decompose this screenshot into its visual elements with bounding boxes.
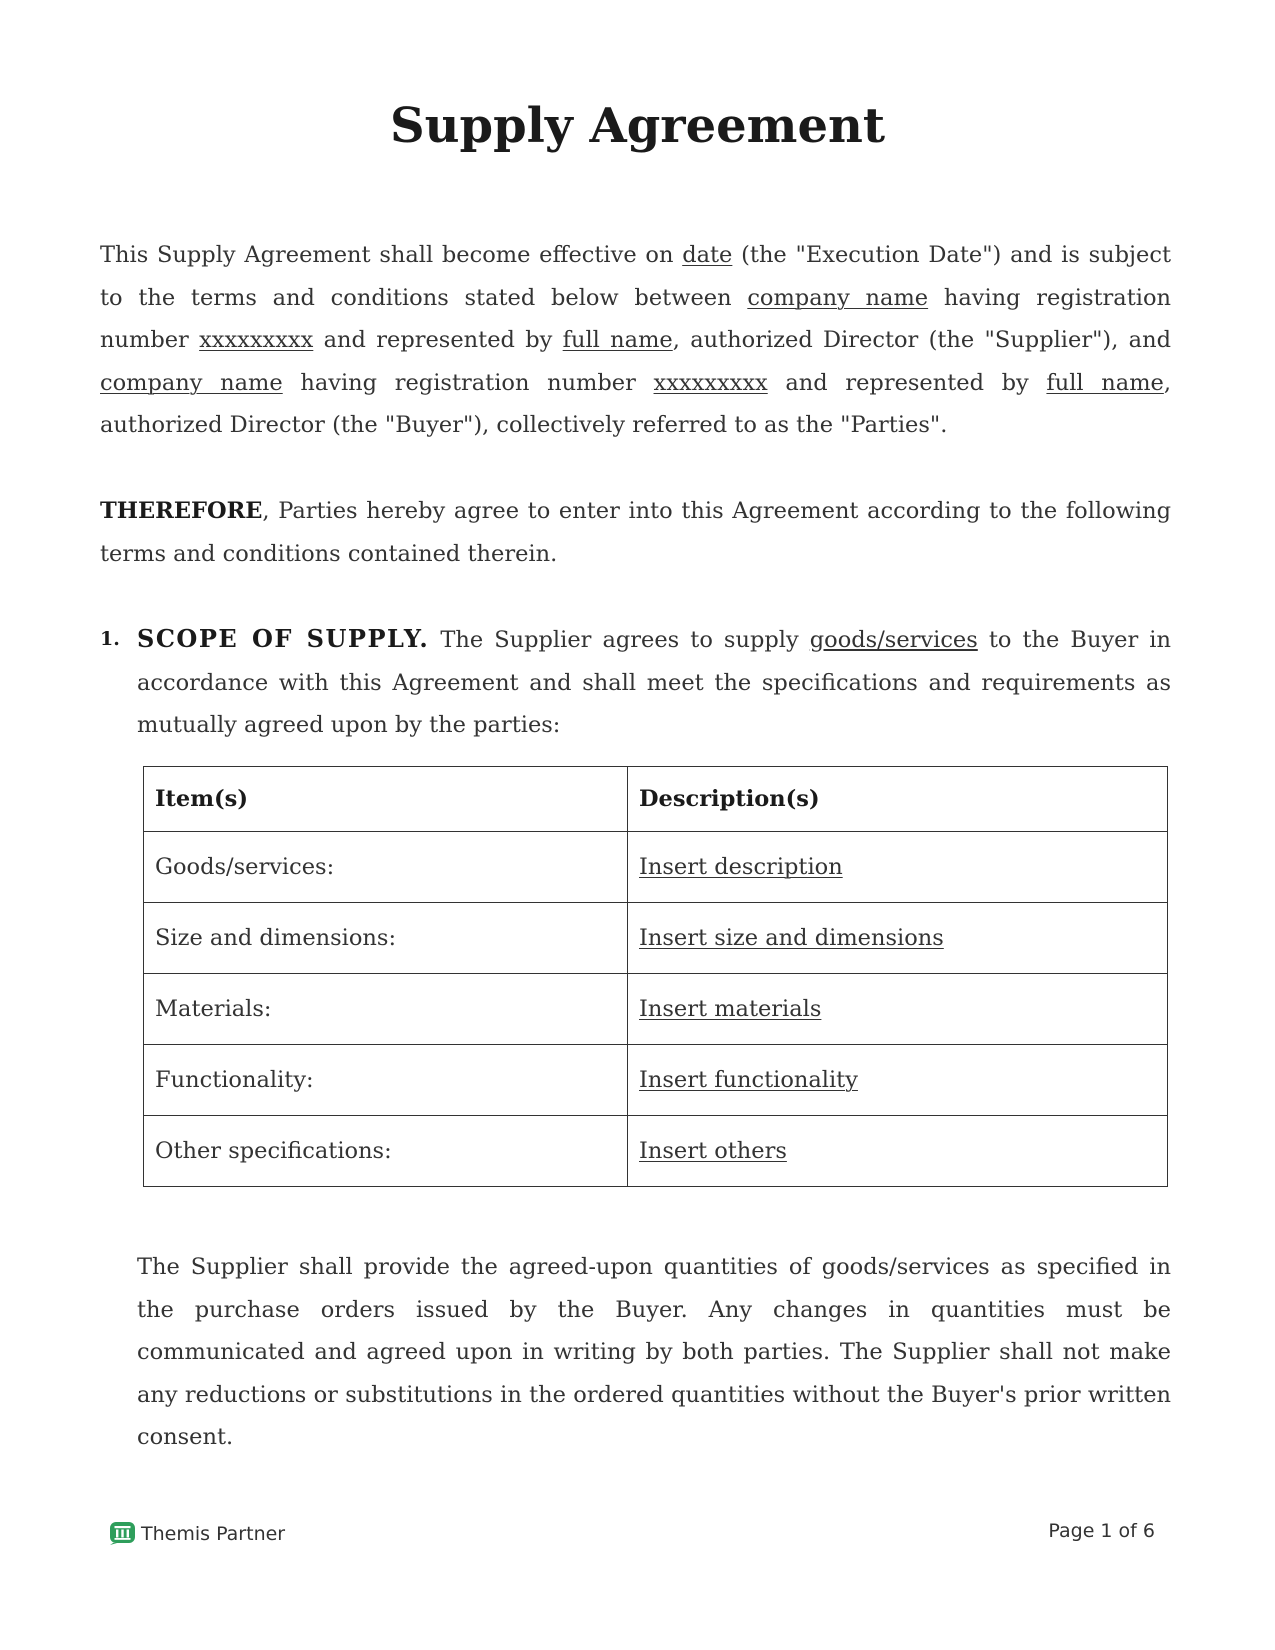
item-cell: Goods/services: bbox=[144, 832, 628, 903]
description-placeholder: Insert materials bbox=[639, 996, 822, 1022]
description-placeholder: Insert functionality bbox=[639, 1067, 858, 1093]
themis-logo-icon bbox=[110, 1522, 135, 1545]
table-row bbox=[144, 974, 1168, 1045]
description-placeholder: Insert description bbox=[639, 854, 843, 880]
therefore-keyword: THEREFORE bbox=[100, 498, 263, 524]
intro-text: This Supply Agreement shall become effective on bbox=[100, 242, 683, 268]
intro-text: , authorized Director (the "Buyer"), collectively referred to as the "Parties". bbox=[100, 369, 1171, 438]
goods-placeholder: goods/services bbox=[809, 627, 978, 653]
date-placeholder: date bbox=[682, 242, 733, 268]
description-cell bbox=[628, 903, 1168, 974]
table-row bbox=[144, 1116, 1168, 1187]
section-text: The Supplier agrees to supply bbox=[429, 627, 810, 653]
intro-text: having registration number bbox=[282, 369, 654, 396]
buyer-registration-placeholder: xxxxxxxxx bbox=[653, 369, 768, 396]
supplier-name-placeholder: full name bbox=[562, 327, 673, 353]
therefore-text: , Parties hereby agree to enter into this Agreement according to the following terms and conditions contained therein. bbox=[100, 498, 1171, 567]
footer-brand-name: Themis Partner bbox=[141, 1522, 286, 1545]
column-header-descriptions: Description(s) bbox=[628, 767, 1168, 832]
item-cell: Materials: bbox=[144, 974, 628, 1045]
column-header-items: Item(s) bbox=[144, 767, 628, 832]
therefore-paragraph bbox=[100, 490, 1171, 575]
table-row bbox=[144, 832, 1168, 903]
supplier-registration-placeholder: xxxxxxxxx bbox=[199, 327, 314, 353]
specifications-table bbox=[143, 766, 1168, 1187]
description-placeholder: Insert others bbox=[639, 1138, 787, 1164]
buyer-name-placeholder: full name bbox=[1046, 369, 1164, 396]
item-cell: Size and dimensions: bbox=[144, 903, 628, 974]
table-header-row bbox=[144, 767, 1168, 832]
description-cell bbox=[628, 832, 1168, 903]
description-cell bbox=[628, 1045, 1168, 1116]
description-cell bbox=[628, 974, 1168, 1045]
table-row bbox=[144, 1045, 1168, 1116]
section-body bbox=[137, 618, 1171, 747]
intro-text: , authorized Director (the "Supplier"), and bbox=[672, 327, 1171, 353]
item-cell: Functionality: bbox=[144, 1045, 628, 1116]
table-row bbox=[144, 903, 1168, 974]
supplier-company-placeholder: company name bbox=[747, 284, 929, 311]
buyer-company-placeholder: company name bbox=[100, 369, 283, 396]
description-cell bbox=[628, 1116, 1168, 1187]
intro-text: (the "Execution Date") and is subject to the terms and conditions stated below between bbox=[100, 242, 1171, 311]
page-number: Page 1 of 6 bbox=[1048, 1520, 1155, 1542]
intro-text: and represented by bbox=[767, 369, 1047, 396]
item-cell: Other specifications: bbox=[144, 1116, 628, 1187]
document-title: Supply Agreement bbox=[389, 98, 886, 154]
section-heading: SCOPE OF SUPPLY. bbox=[137, 624, 430, 653]
intro-text: and represented by bbox=[313, 327, 563, 353]
section-number: 1. bbox=[100, 628, 120, 650]
intro-text: having registration number bbox=[100, 284, 1171, 353]
intro-paragraph bbox=[100, 234, 1171, 447]
footer-brand bbox=[110, 1522, 285, 1545]
description-placeholder: Insert size and dimensions bbox=[639, 925, 944, 951]
section-text: to the Buyer in accordance with this Agreement and shall meet the specifications and requirements as mutually agreed upon by the parties: bbox=[137, 627, 1171, 738]
quantities-paragraph: The Supplier shall provide the agreed-upon quantities of goods/services as specified in the purchase orders issued by the Buyer. Any changes in quantities must be communicated and agreed upon in writing by both parties. The Supplier shall not make any reductions or substitutions in the ordered quantities without the Buyer's prior written consent. bbox=[137, 1254, 1171, 1450]
